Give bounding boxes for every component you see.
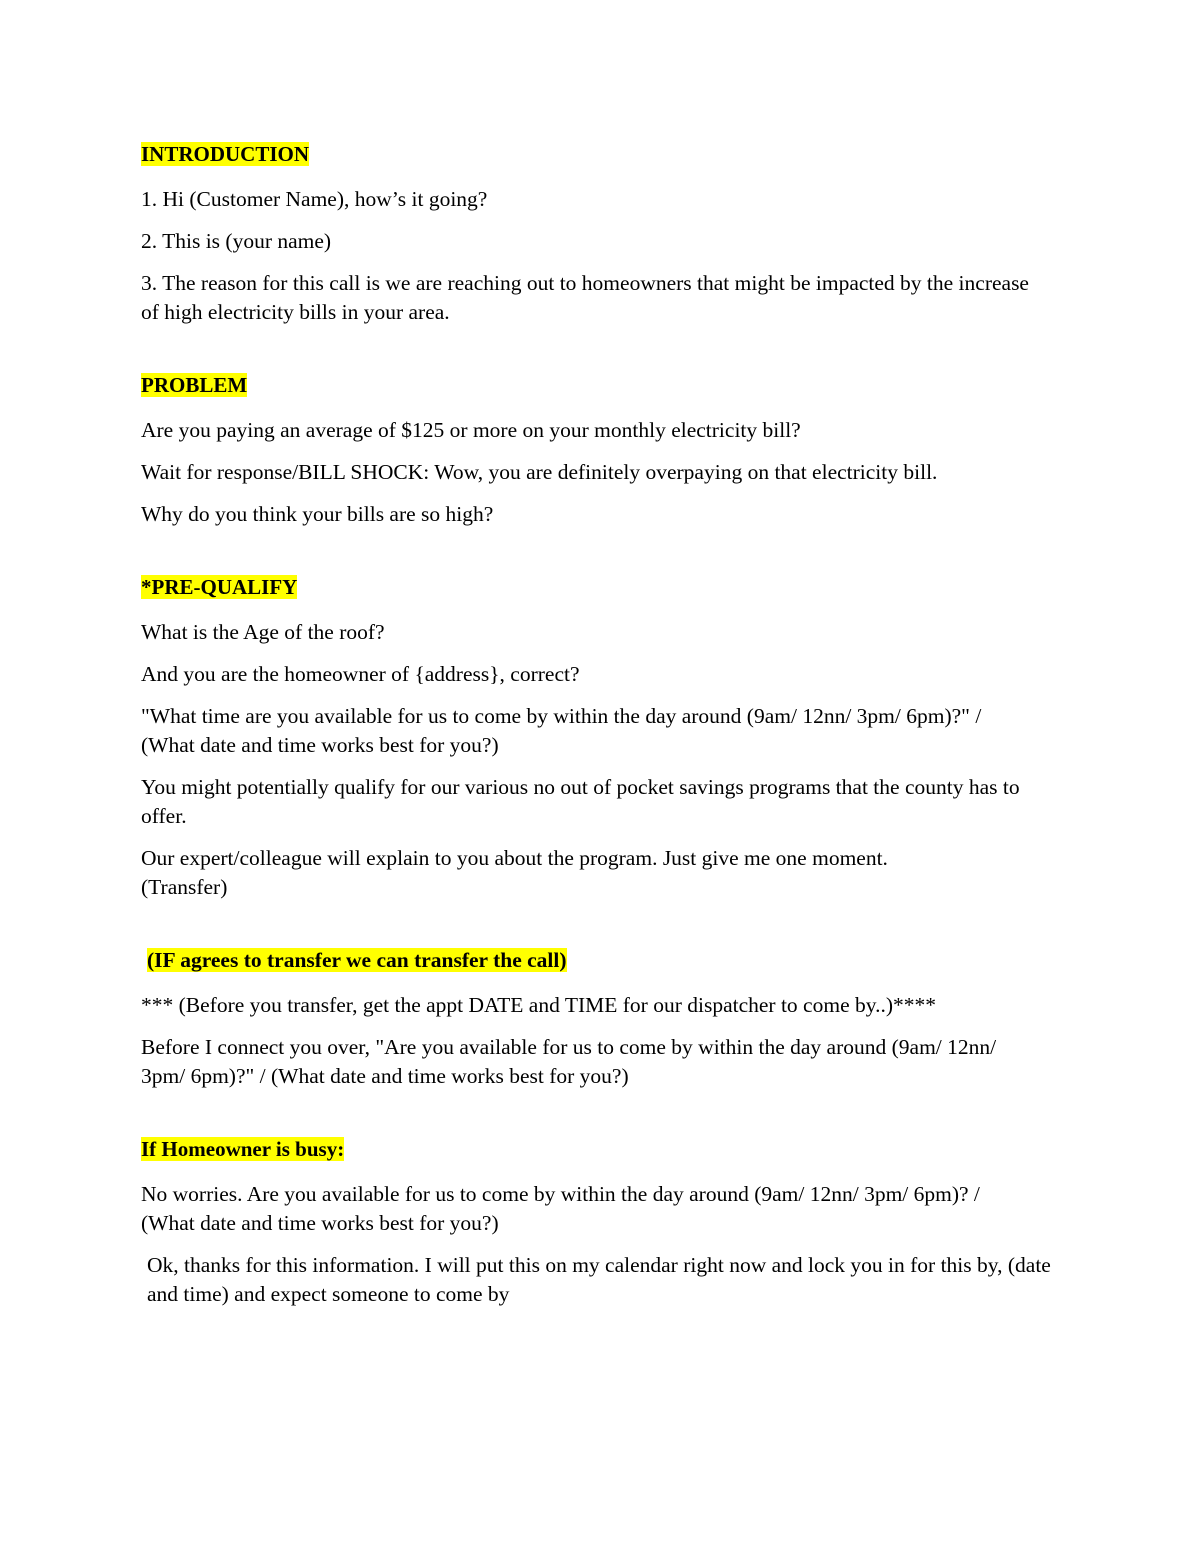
busy-heading: If Homeowner is busy: [141,1137,345,1161]
problem-line-1: Are you paying an average of $125 or more on your monthly electricity bill? [141,418,801,442]
prequalify-heading: *PRE-QUALIFY [141,575,298,599]
prequalify-line-4: You might potentially qualify for our various no out of pocket savings programs that the county has to offer. [141,775,1020,828]
transfer-line-2: Before I connect you over, "Are you available for us to come by within the day around (9am/ 12nn/ 3pm/ 6pm)?" / (What date and time works best for you?) [141,1035,997,1088]
busy-line-2: Ok, thanks for this information. I will put this on my calendar right now and lock you in for this by, (date and time) and expect someone to come by [147,1253,1051,1306]
transfer-section [141,946,1061,1091]
intro-line-2: 2. This is (your name) [141,229,332,253]
section-spacer [141,529,1061,573]
section-spacer [141,902,1061,946]
transfer-heading: (IF agrees to transfer we can transfer the call) [147,948,567,972]
prequalify-section [141,573,1061,902]
busy-line-1: No worries. Are you available for us to come by within the day around (9am/ 12nn/ 3pm/ 6pm)? / (What date and time works best for you?) [141,1182,980,1235]
problem-line-3: Why do you think your bills are so high? [141,502,494,526]
introduction-section [141,140,1061,327]
problem-section [141,371,1061,529]
introduction-heading: INTRODUCTION [141,142,310,166]
document-page [141,140,1061,1309]
prequalify-line-1: What is the Age of the roof? [141,620,385,644]
prequalify-line-5: Our expert/colleague will explain to you about the program. Just give me one moment. (Transfer) [141,846,888,899]
prequalify-line-2: And you are the homeowner of {address}, correct? [141,662,580,686]
section-spacer [141,327,1061,371]
problem-heading: PROBLEM [141,373,248,397]
section-spacer [141,1091,1061,1135]
problem-line-2: Wait for response/BILL SHOCK: Wow, you are definitely overpaying on that electricity bill. [141,460,938,484]
intro-line-1: 1. Hi (Customer Name), how’s it going? [141,187,488,211]
intro-line-3: 3. The reason for this call is we are reaching out to homeowners that might be impacted by the increase of high electricity bills in your area. [141,271,1029,324]
busy-section [141,1135,1061,1309]
transfer-line-1: *** (Before you transfer, get the appt DATE and TIME for our dispatcher to come by..)**** [141,993,937,1017]
prequalify-line-3: "What time are you available for us to come by within the day around (9am/ 12nn/ 3pm/ 6pm)?" / (What date and time works best for you?) [141,704,982,757]
